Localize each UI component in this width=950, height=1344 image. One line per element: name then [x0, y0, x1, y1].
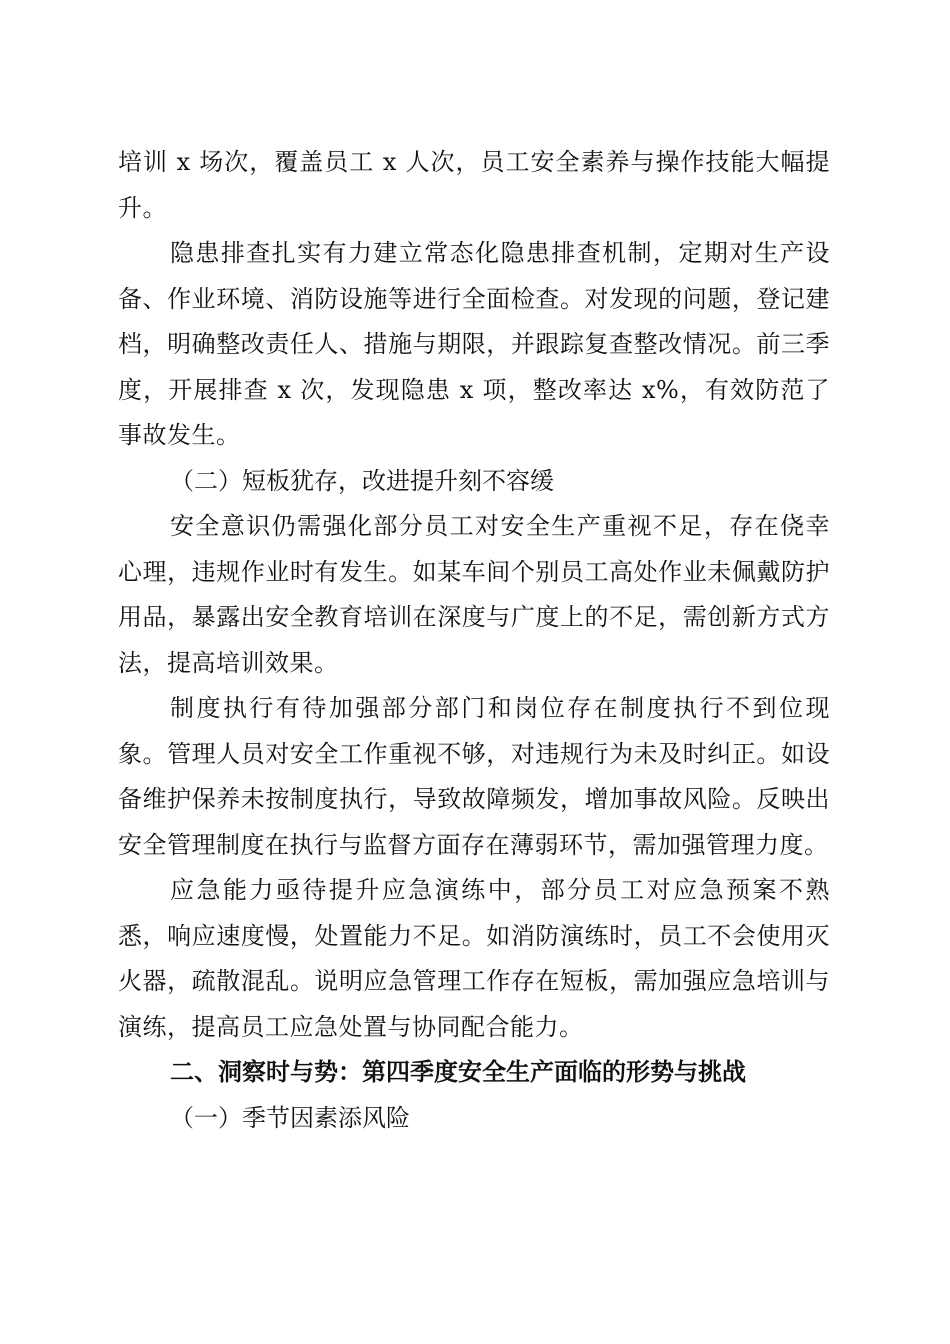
- document-body: [118, 140, 830, 1141]
- subheading-shortcomings: （二）短板犹存，改进提升刻不容缓: [170, 466, 554, 495]
- paragraph-training-continuation: 培训 x 场次，覆盖员工 x 人次，员工安全素养与操作技能大幅提升。: [118, 148, 830, 222]
- section-heading-q4-challenges: 二、洞察时与势：第四季度安全生产面临的形势与挑战: [170, 1058, 746, 1086]
- paragraph-hazard-inspection: 隐患排查扎实有力建立常态化隐患排查机制，定期对生产设备、作业环境、消防设施等进行全面检查。对发现的问题，登记建档，明确整改责任人、措施与期限，并跟踪复查整改情况。前三季度，开展排查 x 次，发现隐患 x 项，整改率达 x%，有效防范了事故发生。: [118, 239, 830, 449]
- paragraph-safety-awareness: 安全意识仍需强化部分员工对安全生产重视不足，存在侥幸心理，违规作业时有发生。如某车间个别员工高处作业未佩戴防护用品，暴露出安全教育培训在深度与广度上的不足，需创新方式方法，提高培训效果。: [118, 512, 830, 677]
- paragraph-emergency-capability: 应急能力亟待提升应急演练中，部分员工对应急预案不熟悉，响应速度慢，处置能力不足。如消防演练时，员工不会使用灭火器，疏散混乱。说明应急管理工作存在短板，需加强应急培训与演练，提高员工应急处置与协同配合能力。: [118, 876, 830, 1041]
- subheading-seasonal-risk: （一）季节因素添风险: [170, 1103, 410, 1132]
- paragraph-system-execution: 制度执行有待加强部分部门和岗位存在制度执行不到位现象。管理人员对安全工作重视不够，对违规行为未及时纠正。如设备维护保养未按制度执行，导致故障频发，增加事故风险。反映出安全管理制度在执行与监督方面存在薄弱环节，需加强管理力度。: [118, 694, 830, 859]
